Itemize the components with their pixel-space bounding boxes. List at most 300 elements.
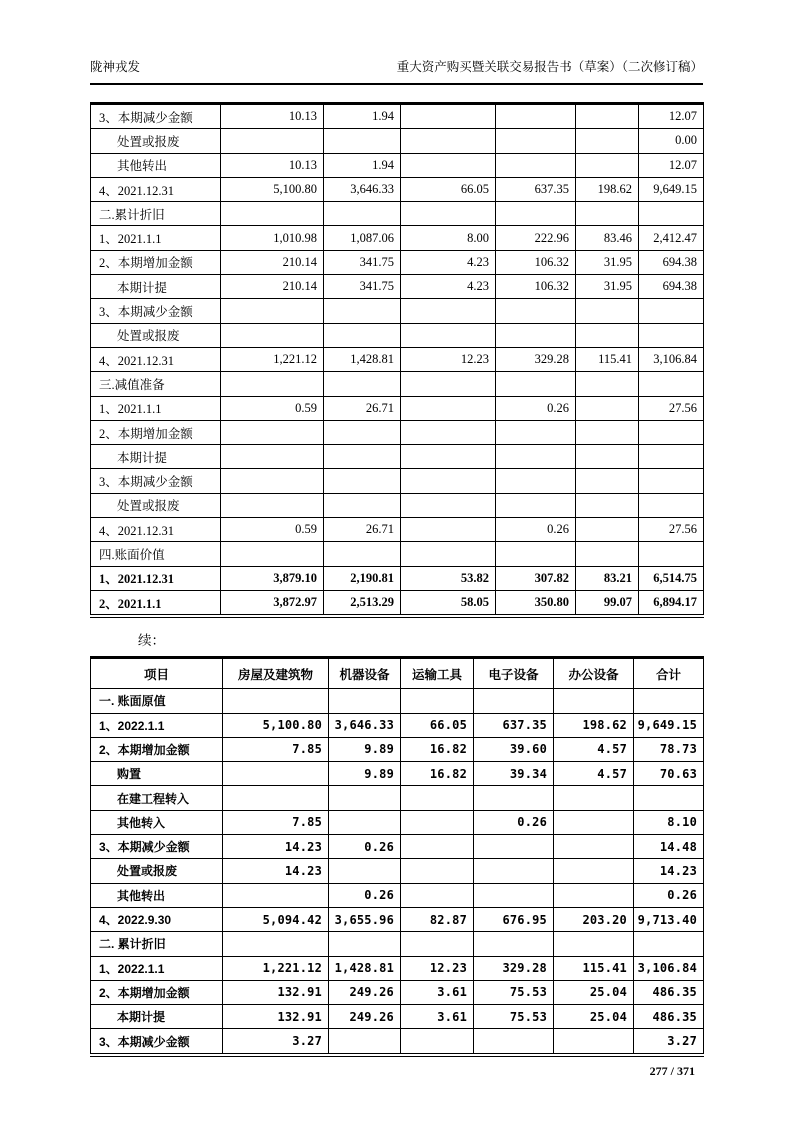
row-label: 2、本期增加金额 xyxy=(91,737,223,761)
table-cell: 637.35 xyxy=(474,713,554,737)
table-cell xyxy=(639,372,704,396)
table-cell: 99.07 xyxy=(576,590,639,616)
table-cell: 3,879.10 xyxy=(221,566,324,590)
table-cell: 0.26 xyxy=(329,883,401,907)
table-cell: 132.91 xyxy=(223,1005,329,1029)
table-cell xyxy=(474,786,554,810)
table-cell: 676.95 xyxy=(474,907,554,931)
table-row xyxy=(91,372,704,396)
table-cell: 7.85 xyxy=(223,810,329,834)
page-header xyxy=(90,57,703,85)
table-row xyxy=(91,104,704,129)
column-header: 合计 xyxy=(634,658,704,689)
table-cell xyxy=(401,129,496,153)
table-cell: 12.23 xyxy=(401,956,474,980)
table-cell xyxy=(324,493,401,517)
table-cell xyxy=(576,445,639,469)
table-cell: 66.05 xyxy=(401,177,496,201)
table-cell xyxy=(554,689,634,713)
table-cell: 1.94 xyxy=(324,104,401,129)
table-cell: 9,649.15 xyxy=(634,713,704,737)
table-cell: 210.14 xyxy=(221,275,324,299)
table-cell: 3,106.84 xyxy=(639,347,704,371)
table-row xyxy=(91,347,704,371)
table-cell xyxy=(634,932,704,956)
table-cell: 5,100.80 xyxy=(223,713,329,737)
row-label: 一. 账面原值 xyxy=(91,689,223,713)
table-cell: 27.56 xyxy=(639,518,704,542)
table-cell xyxy=(401,835,474,859)
table-cell xyxy=(401,372,496,396)
table-cell xyxy=(329,786,401,810)
table-cell: 0.59 xyxy=(221,396,324,420)
table-cell: 1,010.98 xyxy=(221,226,324,250)
table-row xyxy=(91,689,704,713)
table-cell: 341.75 xyxy=(324,275,401,299)
row-label: 2、2021.1.1 xyxy=(91,590,221,616)
table-cell: 10.13 xyxy=(221,104,324,129)
row-label: 购置 xyxy=(91,762,223,786)
row-label: 二. 累计折旧 xyxy=(91,932,223,956)
table-cell xyxy=(401,299,496,323)
table-row xyxy=(91,153,704,177)
table-cell xyxy=(401,469,496,493)
row-label: 4、2022.9.30 xyxy=(91,907,223,931)
table-row xyxy=(91,250,704,274)
table-cell xyxy=(221,420,324,444)
table-row xyxy=(91,177,704,201)
table-cell xyxy=(576,104,639,129)
table-cell xyxy=(639,202,704,226)
table-cell: 83.21 xyxy=(576,566,639,590)
row-label: 4、2021.12.31 xyxy=(91,518,221,542)
table-cell: 14.23 xyxy=(223,859,329,883)
table-row xyxy=(91,932,704,956)
table-cell xyxy=(576,542,639,566)
row-label: 处置或报废 xyxy=(91,859,223,883)
table-cell: 132.91 xyxy=(223,980,329,1004)
table-cell: 203.20 xyxy=(554,907,634,931)
table-cell xyxy=(639,323,704,347)
table-cell: 16.82 xyxy=(401,762,474,786)
table-row xyxy=(91,737,704,761)
table-cell xyxy=(554,932,634,956)
table-cell: 14.48 xyxy=(634,835,704,859)
table-cell xyxy=(496,202,576,226)
column-header: 电子设备 xyxy=(474,658,554,689)
table-cell xyxy=(401,396,496,420)
table-cell xyxy=(221,202,324,226)
table-row xyxy=(91,542,704,566)
table-cell xyxy=(401,153,496,177)
table-cell xyxy=(496,542,576,566)
row-label: 3、本期减少金额 xyxy=(91,1029,223,1055)
table-cell xyxy=(496,129,576,153)
table-cell xyxy=(576,372,639,396)
table-row xyxy=(91,202,704,226)
table-cell: 198.62 xyxy=(554,713,634,737)
table-cell: 78.73 xyxy=(634,737,704,761)
column-header: 项目 xyxy=(91,658,223,689)
table-cell xyxy=(554,1029,634,1055)
table-cell: 4.57 xyxy=(554,762,634,786)
table-cell: 2,412.47 xyxy=(639,226,704,250)
table-cell xyxy=(324,445,401,469)
table-cell xyxy=(474,932,554,956)
table-cell: 1,221.12 xyxy=(221,347,324,371)
table-row xyxy=(91,907,704,931)
table-cell xyxy=(401,786,474,810)
row-label: 本期计提 xyxy=(91,1005,223,1029)
table-cell: 3.61 xyxy=(401,1005,474,1029)
table-cell xyxy=(221,542,324,566)
table-row xyxy=(91,980,704,1004)
table-cell xyxy=(401,883,474,907)
table-cell xyxy=(576,202,639,226)
table-cell: 10.13 xyxy=(221,153,324,177)
table-cell: 75.53 xyxy=(474,1005,554,1029)
table-cell xyxy=(223,883,329,907)
table-cell xyxy=(221,445,324,469)
table-cell: 3.27 xyxy=(223,1029,329,1055)
table-row xyxy=(91,518,704,542)
row-label: 1、2022.1.1 xyxy=(91,713,223,737)
column-header: 机器设备 xyxy=(329,658,401,689)
table-cell: 307.82 xyxy=(496,566,576,590)
table-row xyxy=(91,275,704,299)
table-cell xyxy=(576,323,639,347)
table-cell: 8.00 xyxy=(401,226,496,250)
table-cell: 66.05 xyxy=(401,713,474,737)
table-cell: 75.53 xyxy=(474,980,554,1004)
table-cell xyxy=(496,493,576,517)
table-row xyxy=(91,810,704,834)
table-cell: 70.63 xyxy=(634,762,704,786)
table-cell xyxy=(223,786,329,810)
table-cell xyxy=(324,420,401,444)
table-cell: 486.35 xyxy=(634,980,704,1004)
table-cell xyxy=(554,835,634,859)
table-cell: 0.26 xyxy=(496,518,576,542)
table-cell xyxy=(634,689,704,713)
table-cell xyxy=(474,883,554,907)
table-cell: 694.38 xyxy=(639,250,704,274)
table-row xyxy=(91,566,704,590)
row-label: 2、本期增加金额 xyxy=(91,250,221,274)
table-cell xyxy=(329,689,401,713)
table-cell: 9,649.15 xyxy=(639,177,704,201)
table-cell: 9.89 xyxy=(329,762,401,786)
table-cell xyxy=(401,104,496,129)
table-cell xyxy=(474,1029,554,1055)
table-cell xyxy=(474,689,554,713)
table-cell: 1,428.81 xyxy=(324,347,401,371)
row-label: 1、2021.1.1 xyxy=(91,396,221,420)
row-label: 处置或报废 xyxy=(91,323,221,347)
table-cell: 0.26 xyxy=(634,883,704,907)
table-cell xyxy=(576,493,639,517)
table-cell: 6,894.17 xyxy=(639,590,704,616)
row-label: 处置或报废 xyxy=(91,129,221,153)
table-cell xyxy=(324,202,401,226)
table-cell xyxy=(401,810,474,834)
table-cell: 222.96 xyxy=(496,226,576,250)
table-cell: 26.71 xyxy=(324,518,401,542)
row-label: 3、本期减少金额 xyxy=(91,835,223,859)
table-cell: 82.87 xyxy=(401,907,474,931)
table-cell xyxy=(634,786,704,810)
table-cell: 25.04 xyxy=(554,980,634,1004)
table-cell xyxy=(474,835,554,859)
table-cell: 6,514.75 xyxy=(639,566,704,590)
table-cell xyxy=(223,689,329,713)
row-label: 其他转出 xyxy=(91,153,221,177)
table-cell: 486.35 xyxy=(634,1005,704,1029)
table-cell: 1,087.06 xyxy=(324,226,401,250)
table-cell: 14.23 xyxy=(223,835,329,859)
table-cell: 53.82 xyxy=(401,566,496,590)
table-cell xyxy=(221,299,324,323)
header-company-name: 陇神戎发 xyxy=(90,60,141,74)
table-cell xyxy=(639,299,704,323)
table-cell: 4.23 xyxy=(401,250,496,274)
table-cell: 1.94 xyxy=(324,153,401,177)
table-cell xyxy=(221,469,324,493)
page-number: 277 / 371 xyxy=(649,1063,695,1078)
table-cell xyxy=(554,883,634,907)
table-cell: 1,221.12 xyxy=(223,956,329,980)
table-row xyxy=(91,226,704,250)
table-cell: 14.23 xyxy=(634,859,704,883)
table-cell: 106.32 xyxy=(496,275,576,299)
table-row xyxy=(91,835,704,859)
fixed-assets-table-2021 xyxy=(90,102,704,618)
table-cell: 341.75 xyxy=(324,250,401,274)
table-cell: 637.35 xyxy=(496,177,576,201)
table-cell: 5,094.42 xyxy=(223,907,329,931)
table-cell: 8.10 xyxy=(634,810,704,834)
table-row xyxy=(91,396,704,420)
table-cell xyxy=(324,129,401,153)
table-row xyxy=(91,956,704,980)
table-cell xyxy=(223,762,329,786)
table-cell: 3,646.33 xyxy=(329,713,401,737)
row-label: 其他转入 xyxy=(91,810,223,834)
table-cell xyxy=(329,932,401,956)
fixed-assets-table-2022-continued xyxy=(90,656,704,1056)
table-row xyxy=(91,883,704,907)
table-cell xyxy=(496,420,576,444)
header-row xyxy=(91,658,704,689)
table-cell xyxy=(496,153,576,177)
table-cell: 0.59 xyxy=(221,518,324,542)
table-cell: 12.23 xyxy=(401,347,496,371)
table-cell xyxy=(639,542,704,566)
table-cell xyxy=(401,420,496,444)
table-cell xyxy=(223,932,329,956)
table-cell xyxy=(554,810,634,834)
table-row xyxy=(91,493,704,517)
table-cell: 39.60 xyxy=(474,737,554,761)
row-label: 4、2021.12.31 xyxy=(91,177,221,201)
table-cell: 3.61 xyxy=(401,980,474,1004)
table-row xyxy=(91,129,704,153)
row-label: 1、2021.1.1 xyxy=(91,226,221,250)
table-cell: 1,428.81 xyxy=(329,956,401,980)
table-cell xyxy=(474,859,554,883)
table-cell xyxy=(329,810,401,834)
table-cell: 115.41 xyxy=(554,956,634,980)
table-cell: 25.04 xyxy=(554,1005,634,1029)
table-cell xyxy=(496,372,576,396)
table-cell: 9,713.40 xyxy=(634,907,704,931)
table-cell xyxy=(576,420,639,444)
table-row xyxy=(91,445,704,469)
table-cell xyxy=(401,202,496,226)
row-label: 四.账面价值 xyxy=(91,542,221,566)
table-cell xyxy=(576,396,639,420)
table-cell xyxy=(324,469,401,493)
row-label: 本期计提 xyxy=(91,445,221,469)
table-cell xyxy=(496,104,576,129)
table-cell: 31.95 xyxy=(576,275,639,299)
table-cell xyxy=(496,323,576,347)
row-label: 处置或报废 xyxy=(91,493,221,517)
table-cell xyxy=(639,445,704,469)
table-row xyxy=(91,590,704,616)
table-cell: 0.26 xyxy=(496,396,576,420)
row-label: 三.减值准备 xyxy=(91,372,221,396)
row-label: 2、本期增加金额 xyxy=(91,420,221,444)
table-cell xyxy=(324,323,401,347)
column-header: 房屋及建筑物 xyxy=(223,658,329,689)
table-cell xyxy=(576,469,639,493)
continuation-label: 续： xyxy=(138,633,165,649)
row-label: 1、2021.12.31 xyxy=(91,566,221,590)
table-cell xyxy=(401,542,496,566)
header-report-title: 重大资产购买暨关联交易报告书（草案）（二次修订稿） xyxy=(396,60,703,74)
table-cell: 7.85 xyxy=(223,737,329,761)
table-row xyxy=(91,469,704,493)
table-cell xyxy=(639,420,704,444)
row-label: 4、2021.12.31 xyxy=(91,347,221,371)
row-label: 1、2022.1.1 xyxy=(91,956,223,980)
table-cell: 2,190.81 xyxy=(324,566,401,590)
table-cell: 9.89 xyxy=(329,737,401,761)
table-cell xyxy=(221,129,324,153)
table-cell: 3.27 xyxy=(634,1029,704,1055)
table-cell: 249.26 xyxy=(329,980,401,1004)
table-cell xyxy=(401,1029,474,1055)
table-cell: 106.32 xyxy=(496,250,576,274)
table-cell xyxy=(401,932,474,956)
table-cell: 39.34 xyxy=(474,762,554,786)
table-cell xyxy=(576,299,639,323)
table-cell: 0.26 xyxy=(329,835,401,859)
table-cell: 3,106.84 xyxy=(634,956,704,980)
table-cell xyxy=(554,786,634,810)
table-row xyxy=(91,762,704,786)
table-cell xyxy=(496,469,576,493)
table-cell xyxy=(554,859,634,883)
table-row xyxy=(91,859,704,883)
table-cell: 4.23 xyxy=(401,275,496,299)
table-cell: 12.07 xyxy=(639,153,704,177)
row-label: 本期计提 xyxy=(91,275,221,299)
table-cell: 4.57 xyxy=(554,737,634,761)
table-row xyxy=(91,1029,704,1055)
table-cell xyxy=(639,493,704,517)
table-cell: 2,513.29 xyxy=(324,590,401,616)
table-cell xyxy=(576,129,639,153)
table-cell xyxy=(576,518,639,542)
table-cell xyxy=(401,518,496,542)
table-cell: 3,646.33 xyxy=(324,177,401,201)
row-label: 在建工程转入 xyxy=(91,786,223,810)
table-cell xyxy=(324,542,401,566)
table-cell: 350.80 xyxy=(496,590,576,616)
table-cell: 16.82 xyxy=(401,737,474,761)
table-cell: 3,655.96 xyxy=(329,907,401,931)
table-cell xyxy=(401,323,496,347)
table-cell: 0.26 xyxy=(474,810,554,834)
table-cell: 83.46 xyxy=(576,226,639,250)
row-label: 3、本期减少金额 xyxy=(91,299,221,323)
table-cell: 198.62 xyxy=(576,177,639,201)
row-label: 二.累计折旧 xyxy=(91,202,221,226)
table-cell xyxy=(329,1029,401,1055)
table-cell xyxy=(221,372,324,396)
table-row xyxy=(91,323,704,347)
table-cell xyxy=(401,689,474,713)
table-cell xyxy=(576,153,639,177)
column-header: 运输工具 xyxy=(401,658,474,689)
table-cell xyxy=(639,469,704,493)
table-cell: 115.41 xyxy=(576,347,639,371)
table-row xyxy=(91,786,704,810)
table-row xyxy=(91,420,704,444)
table-row xyxy=(91,299,704,323)
column-header: 办公设备 xyxy=(554,658,634,689)
table-cell xyxy=(324,299,401,323)
table-cell: 31.95 xyxy=(576,250,639,274)
table-cell: 329.28 xyxy=(474,956,554,980)
row-label: 其他转出 xyxy=(91,883,223,907)
table-cell: 27.56 xyxy=(639,396,704,420)
table-cell: 249.26 xyxy=(329,1005,401,1029)
table-cell: 0.00 xyxy=(639,129,704,153)
table-cell: 3,872.97 xyxy=(221,590,324,616)
table-row xyxy=(91,1005,704,1029)
table-cell xyxy=(401,445,496,469)
table-cell: 26.71 xyxy=(324,396,401,420)
table-cell xyxy=(496,445,576,469)
table-cell xyxy=(329,859,401,883)
table-cell: 12.07 xyxy=(639,104,704,129)
table-cell xyxy=(221,323,324,347)
table-cell xyxy=(221,493,324,517)
table-cell: 5,100.80 xyxy=(221,177,324,201)
table-cell: 694.38 xyxy=(639,275,704,299)
table-cell xyxy=(401,859,474,883)
row-label: 3、本期减少金额 xyxy=(91,104,221,129)
table-row xyxy=(91,713,704,737)
row-label: 3、本期减少金额 xyxy=(91,469,221,493)
table-cell: 210.14 xyxy=(221,250,324,274)
table-cell xyxy=(401,493,496,517)
table-cell xyxy=(496,299,576,323)
row-label: 2、本期增加金额 xyxy=(91,980,223,1004)
